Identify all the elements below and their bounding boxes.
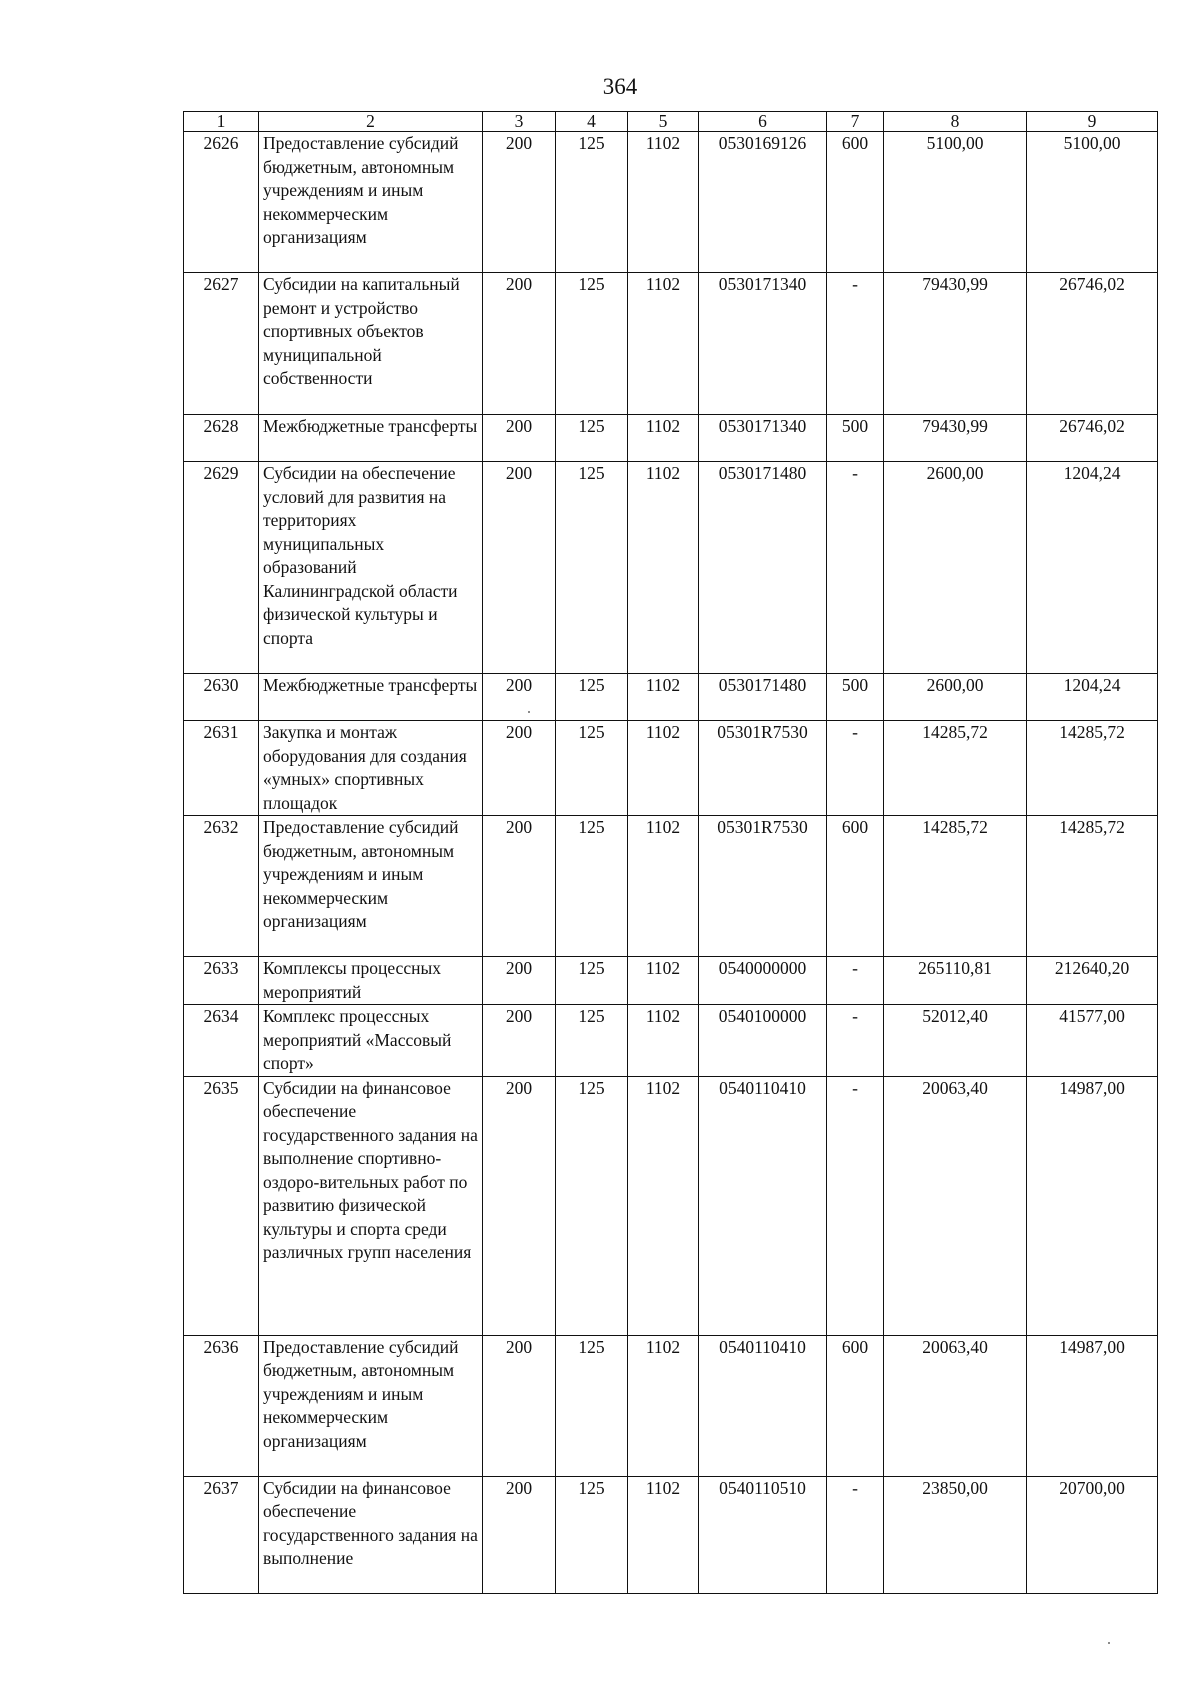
row-name: Субсидии на обеспечение условий для развития на территориях муниципальных образований Калининградской области физической культуры и спорта xyxy=(259,462,483,674)
row-number: 2634 xyxy=(184,1005,259,1077)
row-number: 2630 xyxy=(184,674,259,721)
cell-col7: - xyxy=(827,462,884,674)
table-row xyxy=(184,415,1158,462)
row-number: 2632 xyxy=(184,816,259,957)
cell-col3: 200 xyxy=(483,674,556,721)
cell-col4: 125 xyxy=(556,957,628,1005)
cell-col8: 14285,72 xyxy=(884,816,1027,957)
table-row xyxy=(184,1076,1158,1335)
row-number: 2626 xyxy=(184,132,259,273)
cell-col6: 0540110410 xyxy=(699,1076,827,1335)
cell-col4: 125 xyxy=(556,1005,628,1077)
cell-col3: 200 xyxy=(483,816,556,957)
table-row xyxy=(184,1335,1158,1476)
row-number: 2635 xyxy=(184,1076,259,1335)
cell-col5: 1102 xyxy=(628,462,699,674)
header-cell: 3 xyxy=(483,112,556,132)
cell-col7: - xyxy=(827,721,884,816)
row-name: Предоставление субсидий бюджетным, автономным учреждениям и иным некоммерческим организациям xyxy=(259,1335,483,1476)
table-row xyxy=(184,816,1158,957)
row-number: 2627 xyxy=(184,273,259,415)
cell-col7: 600 xyxy=(827,816,884,957)
header-cell: 5 xyxy=(628,112,699,132)
header-cell: 2 xyxy=(259,112,483,132)
cell-col9: 1204,24 xyxy=(1027,674,1158,721)
cell-col9: 26746,02 xyxy=(1027,273,1158,415)
cell-col4: 125 xyxy=(556,462,628,674)
cell-col3: 200 xyxy=(483,1005,556,1077)
cell-col7: 500 xyxy=(827,674,884,721)
row-name: Межбюджетные трансферты xyxy=(259,674,483,721)
cell-col9: 14285,72 xyxy=(1027,721,1158,816)
cell-col6: 0540000000 xyxy=(699,957,827,1005)
table-row xyxy=(184,1005,1158,1077)
header-cell: 4 xyxy=(556,112,628,132)
cell-col5: 1102 xyxy=(628,1335,699,1476)
cell-col4: 125 xyxy=(556,1076,628,1335)
row-number: 2636 xyxy=(184,1335,259,1476)
cell-col4: 125 xyxy=(556,132,628,273)
cell-col6: 0530171340 xyxy=(699,273,827,415)
cell-col8: 14285,72 xyxy=(884,721,1027,816)
cell-col9: 14987,00 xyxy=(1027,1335,1158,1476)
cell-col8: 20063,40 xyxy=(884,1335,1027,1476)
cell-col8: 20063,40 xyxy=(884,1076,1027,1335)
cell-col3: 200 xyxy=(483,462,556,674)
cell-col6: 0530171480 xyxy=(699,462,827,674)
cell-col3: 200 xyxy=(483,1476,556,1593)
cell-col8: 5100,00 xyxy=(884,132,1027,273)
cell-col8: 79430,99 xyxy=(884,273,1027,415)
row-name: Субсидии на капитальный ремонт и устройство спортивных объектов муниципальной собственности xyxy=(259,273,483,415)
table-row xyxy=(184,132,1158,273)
table-row xyxy=(184,273,1158,415)
row-number: 2629 xyxy=(184,462,259,674)
row-name: Комплексы процессных мероприятий xyxy=(259,957,483,1005)
cell-col7: 600 xyxy=(827,132,884,273)
cell-col5: 1102 xyxy=(628,273,699,415)
cell-col9: 1204,24 xyxy=(1027,462,1158,674)
row-number: 2631 xyxy=(184,721,259,816)
cell-col8: 79430,99 xyxy=(884,415,1027,462)
cell-col9: 5100,00 xyxy=(1027,132,1158,273)
cell-col9: 20700,00 xyxy=(1027,1476,1158,1593)
table-header-row xyxy=(184,112,1158,132)
cell-col6: 05301R7530 xyxy=(699,816,827,957)
cell-col5: 1102 xyxy=(628,1076,699,1335)
cell-col3: 200 xyxy=(483,721,556,816)
row-name: Предоставление субсидий бюджетным, автономным учреждениям и иным некоммерческим организациям xyxy=(259,132,483,273)
cell-col5: 1102 xyxy=(628,1476,699,1593)
header-cell: 6 xyxy=(699,112,827,132)
table-row xyxy=(184,674,1158,721)
cell-col5: 1102 xyxy=(628,415,699,462)
cell-col7: - xyxy=(827,1476,884,1593)
cell-col5: 1102 xyxy=(628,816,699,957)
cell-col4: 125 xyxy=(556,721,628,816)
cell-col9: 14987,00 xyxy=(1027,1076,1158,1335)
row-name: Закупка и монтаж оборудования для создания «умных» спортивных площадок xyxy=(259,721,483,816)
cell-col4: 125 xyxy=(556,674,628,721)
cell-col7: - xyxy=(827,273,884,415)
cell-col7: 600 xyxy=(827,1335,884,1476)
cell-col3: 200 xyxy=(483,132,556,273)
cell-col6: 0530169126 xyxy=(699,132,827,273)
row-name: Комплекс процессных мероприятий «Массовый спорт» xyxy=(259,1005,483,1077)
cell-col4: 125 xyxy=(556,1335,628,1476)
cell-col5: 1102 xyxy=(628,957,699,1005)
scan-speck xyxy=(1108,1642,1110,1644)
cell-col4: 125 xyxy=(556,816,628,957)
cell-col4: 125 xyxy=(556,1476,628,1593)
cell-col8: 52012,40 xyxy=(884,1005,1027,1077)
header-cell: 7 xyxy=(827,112,884,132)
page-number: 364 xyxy=(602,74,638,99)
cell-col8: 265110,81 xyxy=(884,957,1027,1005)
cell-col7: 500 xyxy=(827,415,884,462)
cell-col3: 200 xyxy=(483,273,556,415)
scan-speck xyxy=(528,711,530,713)
cell-col6: 0540110510 xyxy=(699,1476,827,1593)
cell-col3: 200 xyxy=(483,957,556,1005)
table-row xyxy=(184,462,1158,674)
cell-col4: 125 xyxy=(556,415,628,462)
budget-table xyxy=(183,111,1158,1594)
cell-col7: - xyxy=(827,1076,884,1335)
cell-col8: 2600,00 xyxy=(884,674,1027,721)
cell-col3: 200 xyxy=(483,1076,556,1335)
cell-col6: 05301R7530 xyxy=(699,721,827,816)
table-row xyxy=(184,957,1158,1005)
cell-col6: 0540100000 xyxy=(699,1005,827,1077)
cell-col5: 1102 xyxy=(628,674,699,721)
row-name: Субсидии на финансовое обеспечение государственного задания на выполнение спортивно-оздоро-вительных работ по развитию физической культуры и спорта среди различных групп населения xyxy=(259,1076,483,1335)
row-name: Субсидии на финансовое обеспечение государственного задания на выполнение xyxy=(259,1476,483,1593)
row-number: 2633 xyxy=(184,957,259,1005)
row-number: 2628 xyxy=(184,415,259,462)
row-name: Межбюджетные трансферты xyxy=(259,415,483,462)
cell-col9: 26746,02 xyxy=(1027,415,1158,462)
cell-col8: 2600,00 xyxy=(884,462,1027,674)
cell-col5: 1102 xyxy=(628,721,699,816)
row-name: Предоставление субсидий бюджетным, автономным учреждениям и иным некоммерческим организациям xyxy=(259,816,483,957)
cell-col9: 41577,00 xyxy=(1027,1005,1158,1077)
cell-col7: - xyxy=(827,1005,884,1077)
header-cell: 1 xyxy=(184,112,259,132)
cell-col6: 0540110410 xyxy=(699,1335,827,1476)
cell-col6: 0530171340 xyxy=(699,415,827,462)
header-cell: 9 xyxy=(1027,112,1158,132)
cell-col5: 1102 xyxy=(628,1005,699,1077)
cell-col7: - xyxy=(827,957,884,1005)
cell-col9: 212640,20 xyxy=(1027,957,1158,1005)
cell-col4: 125 xyxy=(556,273,628,415)
row-number: 2637 xyxy=(184,1476,259,1593)
cell-col3: 200 xyxy=(483,1335,556,1476)
table-row xyxy=(184,1476,1158,1593)
cell-col8: 23850,00 xyxy=(884,1476,1027,1593)
cell-col9: 14285,72 xyxy=(1027,816,1158,957)
cell-col3: 200 xyxy=(483,415,556,462)
cell-col6: 0530171480 xyxy=(699,674,827,721)
table-row xyxy=(184,721,1158,816)
header-cell: 8 xyxy=(884,112,1027,132)
cell-col5: 1102 xyxy=(628,132,699,273)
